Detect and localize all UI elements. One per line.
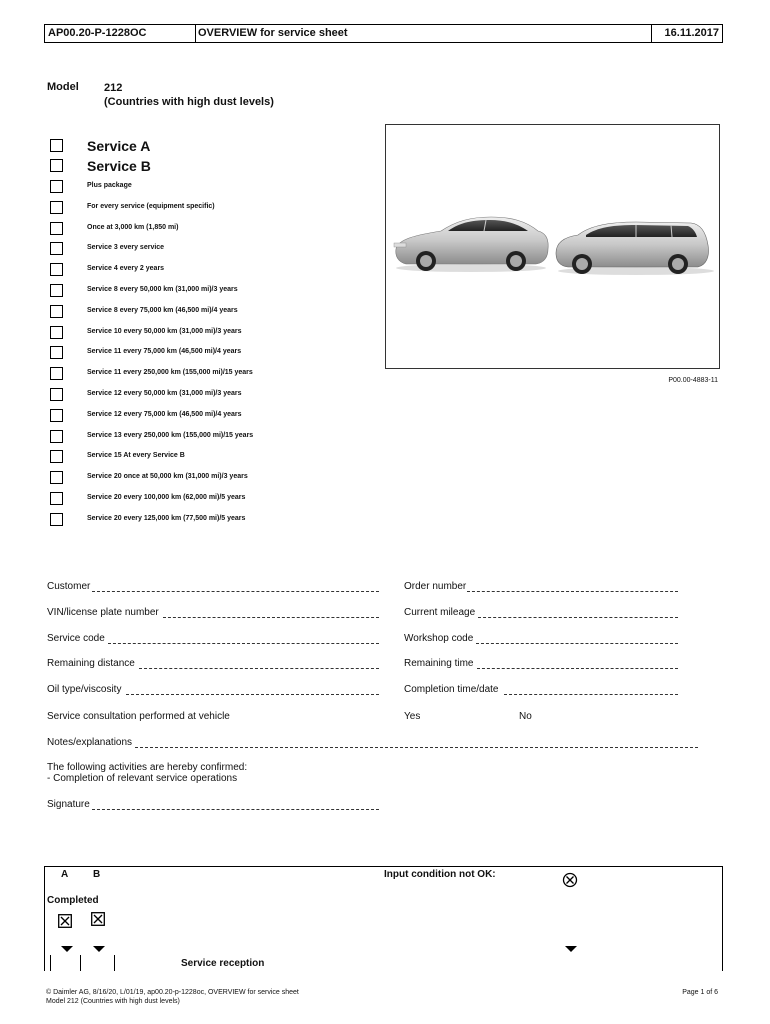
footer-copyright: © Daimler AG, 8/16/20, L/01/19, ap00.20-p-1228oc, OVERVIEW for service sheet [46,989,299,996]
footer-model: Model 212 (Countries with high dust levels) [46,998,180,1005]
remaining-time-label: Remaining time [404,658,474,669]
service-checkbox[interactable] [50,222,63,235]
current-mileage-field[interactable] [478,617,678,618]
signature-label: Signature [47,799,90,810]
service-checkbox[interactable] [50,159,63,172]
workshop-code-field[interactable] [476,643,678,644]
confirmation-line-2: - Completion of relevant service operations [47,773,238,784]
model-note: (Countries with high dust levels) [104,96,274,108]
document-id: AP00.20-P-1228OC [48,27,147,39]
model-info [104,81,274,109]
service-checkbox[interactable] [50,180,63,193]
service-checkbox[interactable] [50,492,63,505]
service-label: Service 11 every 75,000 km (46,500 mi)/4 years [87,348,242,355]
remaining-time-field[interactable] [477,668,678,669]
header-divider [651,25,652,42]
service-label: Service 12 every 75,000 km (46,500 mi)/4 years [87,411,242,418]
table-divider [114,955,115,971]
service-checkbox[interactable] [50,326,63,339]
completed-b-checkbox-icon[interactable] [91,912,105,926]
service-checkbox[interactable] [50,450,63,463]
current-mileage-label: Current mileage [404,607,476,618]
service-checkbox[interactable] [50,367,63,380]
completed-label: Completed [47,895,99,906]
service-label: Service 3 every service [87,244,165,251]
table-divider [50,955,51,971]
arrow-down-icon [565,945,577,953]
completed-a-checkbox-icon[interactable] [58,914,72,928]
service-checkbox[interactable] [50,513,63,526]
remaining-distance-field[interactable] [139,668,379,669]
service-checkbox[interactable] [50,242,63,255]
input-condition-label: Input condition not OK: [384,869,496,880]
service-checkbox[interactable] [50,471,63,484]
vehicle-photo [385,124,720,369]
service-label: Service 4 every 2 years [87,265,165,272]
signature-field[interactable] [92,809,379,810]
service-label: Service 20 every 125,000 km (77,500 mi)/5 years [87,515,246,522]
estate-car [556,222,714,275]
consultation-label: Service consultation performed at vehicle [47,711,230,722]
service-checkbox[interactable] [50,139,63,152]
service-reception-label: Service reception [181,958,265,969]
yes-option[interactable]: Yes [404,711,421,722]
completion-table [44,866,723,971]
document-date: 16.11.2017 [664,27,719,39]
vin-label: VIN/license plate number [47,607,159,618]
service-label: Service 15 At every Service B [87,452,185,459]
service-label: Plus package [87,182,132,189]
column-a-header: A [61,869,69,880]
service-label: Service 11 every 250,000 km (155,000 mi)/15 years [87,369,253,376]
service-label: Once at 3,000 km (1,850 mi) [87,224,179,231]
service-checkbox[interactable] [50,284,63,297]
service-label: For every service (equipment specific) [87,203,215,210]
model-number: 212 [104,82,123,94]
page-number: Page 1 of 6 [682,989,718,996]
notes-label: Notes/explanations [47,737,133,748]
service-label: Service 12 every 50,000 km (31,000 mi)/3 years [87,390,242,397]
service-label: Service 8 every 50,000 km (31,000 mi)/3 years [87,286,238,293]
service-checkbox[interactable] [50,263,63,276]
document-title: OVERVIEW for service sheet [198,27,348,39]
oil-type-label: Oil type/viscosity [47,684,122,695]
oil-type-field[interactable] [126,694,379,695]
service-label: Service A [87,138,151,154]
table-divider [80,955,81,971]
sedan-car [394,217,548,272]
service-checkbox[interactable] [50,388,63,401]
service-label: Service 8 every 75,000 km (46,500 mi)/4 years [87,307,238,314]
completion-field[interactable] [504,694,678,695]
header-divider [195,25,196,42]
customer-label: Customer [47,581,91,592]
completion-label: Completion time/date [404,684,499,695]
service-code-label: Service code [47,633,105,644]
arrow-down-icon [61,945,73,953]
document-header [44,24,723,43]
arrow-down-icon [93,945,105,953]
service-checkbox[interactable] [50,201,63,214]
service-label: Service B [87,158,151,174]
service-label: Service 10 every 50,000 km (31,000 mi)/3 years [87,328,242,335]
service-checkbox[interactable] [50,409,63,422]
no-option[interactable]: No [519,711,532,722]
service-checkbox[interactable] [50,430,63,443]
column-b-header: B [93,869,101,880]
not-ok-icon [562,872,578,888]
service-code-field[interactable] [108,643,379,644]
photo-reference: P00.00-4883-11 [668,377,718,384]
confirmation-line-1: The following activities are hereby confirmed: [47,762,248,773]
service-checkbox[interactable] [50,346,63,359]
service-checkbox[interactable] [50,305,63,318]
vin-field[interactable] [163,617,379,618]
order-number-label: Order number [404,581,467,592]
remaining-distance-label: Remaining distance [47,658,135,669]
service-label: Service 20 every 100,000 km (62,000 mi)/5 years [87,494,246,501]
workshop-code-label: Workshop code [404,633,474,644]
notes-field[interactable] [135,747,698,748]
service-label: Service 13 every 250,000 km (155,000 mi)/15 years [87,432,254,439]
order-number-field[interactable] [467,591,678,592]
footer-info [46,988,299,1006]
vehicle-illustration [386,125,719,368]
service-label: Service 20 once at 50,000 km (31,000 mi)/3 years [87,473,248,480]
model-label: Model [47,81,79,93]
customer-field[interactable] [92,591,379,592]
